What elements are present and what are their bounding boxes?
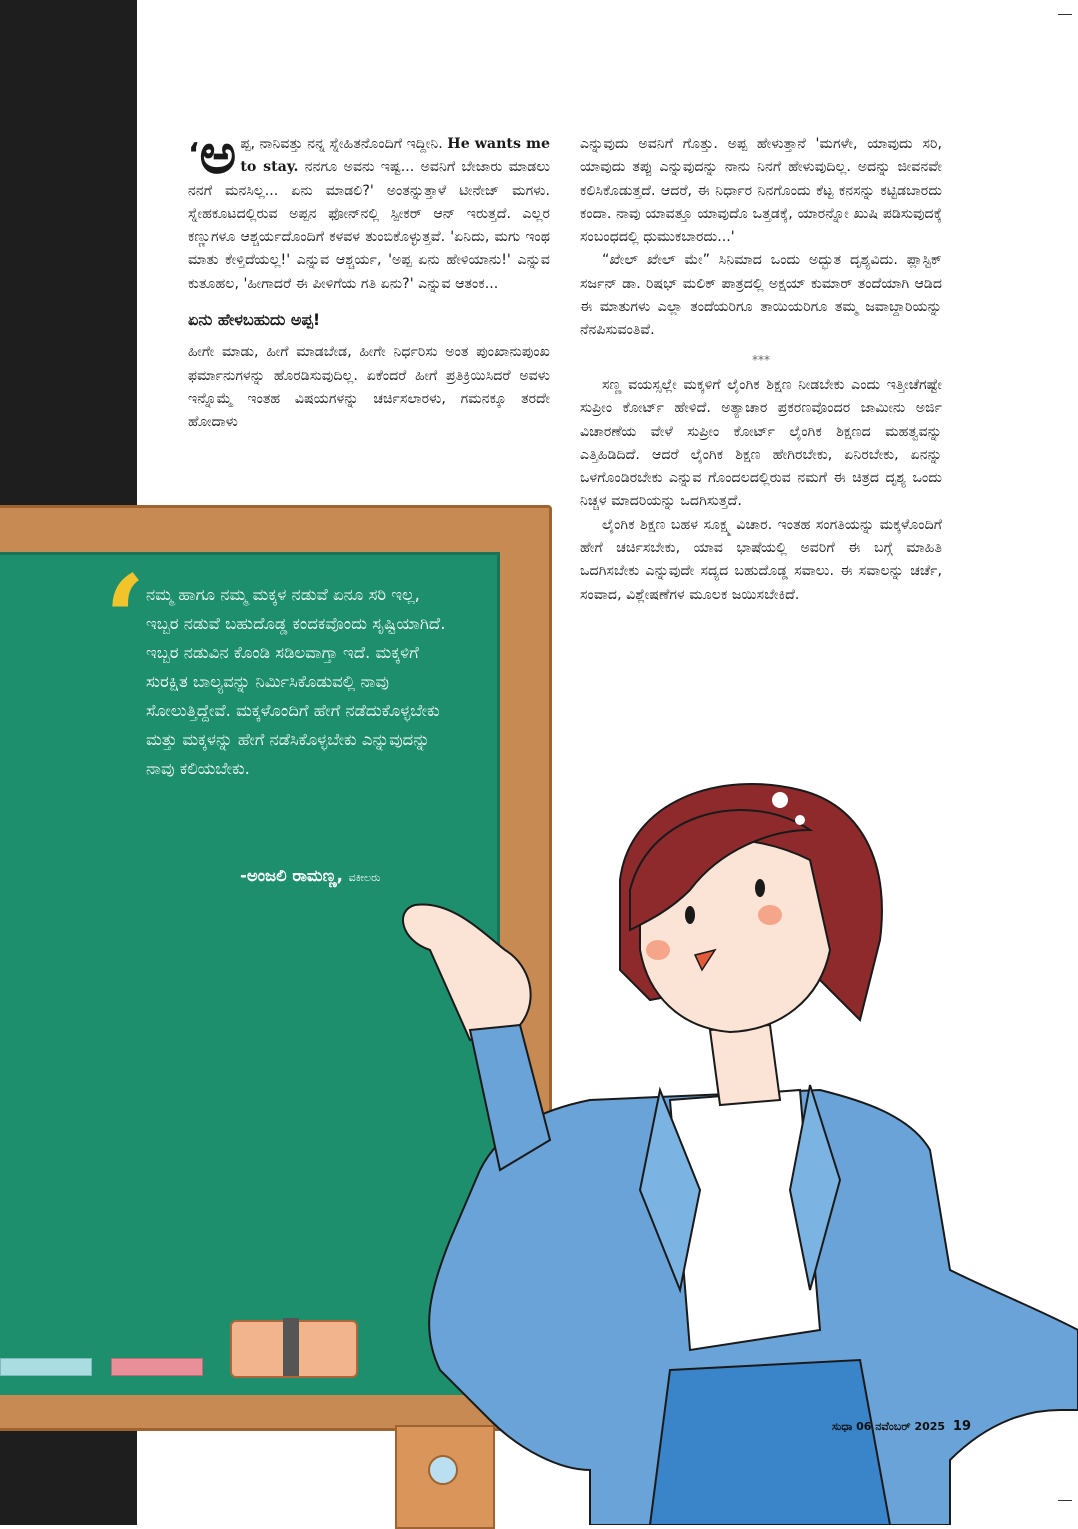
pull-quote-text: ನಮ್ಮ ಹಾಗೂ ನಮ್ಮ ಮಕ್ಕಳ ನಡುವೆ ಏನೂ ಸರಿ ಇಲ್ಲ, ಇಬ್ಬರ ನಡುವೆ ಬಹುದೊಡ್ಡ ಕಂದಕವೊಂದು ಸೃಷ್ಟಿಯಾಗಿದೆ. ಇಬ್ಬರ ನಡುವಿನ ಕೊಂಡಿ ಸಡಿಲವಾಗ್ತಾ ಇದೆ. ಮಕ್ಕಳಿಗೆ ಸುರಕ್ಷಿತ ಬಾಲ್ಯವನ್ನು ನಿರ್ಮಿಸಿಕೊಡುವಲ್ಲಿ ನಾವು ಸೋಲುತ್ತಿದ್ದೇವೆ. ಮಕ್ಕಳೊಂದಿಗೆ ಹೇಗೆ ನಡೆದುಕೊಳ್ಳಬೇಕು ಮತ್ತು ಮಕ್ಕಳನ್ನು ಹೇಗೆ ನಡೆಸಿಕೊಳ್ಳಬೇಕು ಎನ್ನುವುದನ್ನು ನಾವು ಕಲಿಯಬೇಕು. [146,585,446,778]
article-paragraph-1: ‘ಅ ಪ್ಪ, ನಾನಿವತ್ತು ನನ್ನ ಸ್ನೇಹಿತನೊಂದಿಗೆ ಇದ್ದೀನಿ. He wants me to stay. ನನಗೂ ಅವನು ಇಷ್ಟ... ಅವನಿಗೆ ಬೇಜಾರು ಮಾಡಲು ನನಗೆ ಮನಸಿಲ್ಲ... ಏನು ಮಾಡಲಿ?' ಅಂತನ್ನುತ್ತಾಳೆ ಟೀನೇಜ್ ಮಗಳು. ಸ್ನೇಹಕೂಟದಲ್ಲಿರುವ ಅಪ್ಪನ ಫೋನ್‌ನಲ್ಲಿ ಸ್ಪೀಕರ್ ಆನ್ ಇರುತ್ತದೆ. ಎಲ್ಲರ ಕಣ್ಣುಗಳೂ ಆಶ್ಚರ್ಯದೊಂದಿಗೆ ಕಳವಳ ತುಂಬಿಕೊಳ್ಳುತ್ತವೆ. 'ಏನಿದು, ಮಗು ಇಂಥ ಮಾತು ಕೇಳ್ತಿದೆಯಲ್ಲ!' ಎನ್ನುವ ಆಶ್ಚರ್ಯ, 'ಅಪ್ಪ ಏನು ಹೇಳಿಯಾನು!' ಎನ್ನುವ ಕುತೂಹಲ, 'ಹೀಗಾದರೆ ಈ ಪೀಳಿಗೆಯ ಗತಿ ಏನು?' ಎನ್ನುವ ಆತಂಕ... [188,122,550,292]
crop-mark [1058,14,1072,15]
crop-mark [1058,1500,1072,1501]
article-paragraph-6: ಲೈಂಗಿಕ ಶಿಕ್ಷಣ ಬಹಳ ಸೂಕ್ಷ್ಮ ವಿಚಾರ. ಇಂತಹ ಸಂಗತಿಯನ್ನು ಮಕ್ಕಳೊಂದಿಗೆ ಹೇಗೆ ಚರ್ಚಿಸಬೇಕು, ಯಾವ ಭಾಷೆಯಲ್ಲಿ ಅವರಿಗೆ ಈ ಬಗ್ಗೆ ಮಾಹಿತಿ ಒದಗಿಸಬೇಕು ಎನ್ನುವುದೇ ಸದ್ಯದ ಬಹುದೊಡ್ಡ ಸವಾಲು. ಈ ಸವಾಲನ್ನು ಚರ್ಚೆ, ಸಂವಾದ, ವಿಶ್ಲೇಷಣೆಗಳ ಮೂಲಕ ಜಯಿಸಬೇಕಿದೆ. [580,516,942,603]
page-footer [832,1419,971,1434]
teacher-illustration-icon [390,770,1078,1525]
quote-mark-icon: ‘ [104,549,146,690]
chalk-pink-icon [111,1358,203,1376]
article-column-1 [188,122,550,435]
article-column-2 [580,133,942,607]
section-separator: *** [752,352,770,367]
issue-label: ಸುಧಾ 06 ನವೆಂಬರ್ 2025 [832,1420,946,1433]
article-paragraph-3: ಎನ್ನುವುದು ಅವನಿಗೆ ಗೊತ್ತು. ಅಪ್ಪ ಹೇಳುತ್ತಾನೆ 'ಮಗಳೇ, ಯಾವುದು ಸರಿ, ಯಾವುದು ತಪ್ಪು ಎನ್ನುವುದನ್ನು ನಾನು ನಿನಗೆ ಹೇಳುವುದಿಲ್ಲ. ಅದನ್ನು ಜೀವನವೇ ಕಲಿಸಿಕೊಡುತ್ತದೆ. ಆದರೆ, ಈ ನಿರ್ಧಾರ ನಿನಗೊಂದು ಕೆಟ್ಟ ಕನಸನ್ನು ಕಟ್ಟಿಡಬಾರದು ಕಂದಾ. ನಾವು ಯಾವತ್ತೂ ಯಾವುದೊ ಒತ್ತಡಕ್ಕೆ, ಯಾರನ್ನೋ ಖುಷಿ ಪಡಿಸುವುದಕ್ಕೆ ಸಂಬಂಧದಲ್ಲಿ ಧುಮುಕಬಾರದು...' [580,136,942,246]
article-paragraph-2: ಹೀಗೇ ಮಾಡು, ಹೀಗೆ ಮಾಡಬೇಡ, ಹೀಗೇ ನಿರ್ಧರಿಸು ಅಂತ ಪುಂಖಾನುಪುಂಖ ಫರ್ಮಾನುಗಳನ್ನು ಹೊರಡಿಸುವುದಿಲ್ಲ. ಏಕೆಂದರೆ ಹೀಗೆ ಪ್ರತಿಕ್ರಿಯಿಸಿದರೆ ಅವಳು ಇನ್ನೊಮ್ಮೆ ಇಂತಹ ವಿಷಯಗಳನ್ನು ಚರ್ಚಿಸಲಾರಳು, ಗಮನಕ್ಕೂ ತರದೇ ಹೋದಾಳು [188,344,550,431]
chalk-blue-icon [0,1358,92,1376]
eraser-band [283,1318,299,1376]
page-number: 19 [952,1419,971,1434]
pull-quote-author: -ಅಂಜಲಿ ರಾಮಣ್ಣ, ವಕೀಲರು [240,866,381,885]
section-subheading: ಏನು ಹೇಳಬಹುದು ಅಪ್ಪ! [188,310,321,330]
drop-cap: ‘ಅ [188,122,237,187]
article-paragraph-4: “ಖೇಲ್ ಖೇಲ್ ಮೇ” ಸಿನಿಮಾದ ಒಂದು ಅದ್ಭುತ ದೃಶ್ಯವಿದು. ಪ್ಲಾಸ್ಟಿಕ್ ಸರ್ಜನ್ ಡಾ. ರಿಷಭ್ ಮಲಿಕ್ ಪಾತ್ರದಲ್ಲಿ ಅಕ್ಷಯ್ ಕುಮಾರ್ ತಂದೆಯಾಗಿ ಆಡಿದ ಈ ಮಾತುಗಳು ಎಲ್ಲಾ ತಂದೆಯರಿಗೂ ತಾಯಿಯರಿಗೂ ತಮ್ಮ ಜವಾಬ್ದಾರಿಯನ್ನು ನೆನಪಿಸುವಂತಿವೆ. [580,252,942,339]
article-paragraph-5: ಸಣ್ಣ ವಯಸ್ಸಲ್ಲೇ ಮಕ್ಕಳಿಗೆ ಲೈಂಗಿಕ ಶಿಕ್ಷಣ ನೀಡಬೇಕು ಎಂದು ಇತ್ತೀಚೆಗಷ್ಟೇ ಸುಪ್ರೀಂ ಕೋರ್ಟ್ ಹೇಳಿದೆ. ಅತ್ಯಾಚಾರ ಪ್ರಕರಣವೊಂದರ ಜಾಮೀನು ಅರ್ಜಿ ವಿಚಾರಣೆಯ ವೇಳೆ ಸುಪ್ರೀಂ ಕೋರ್ಟ್ ಲೈಂಗಿಕ ಶಿಕ್ಷಣದ ಮಹತ್ವವನ್ನು ಎತ್ತಿಹಿಡಿದಿದೆ. ಆದರೆ ಲೈಂಗಿಕ ಶಿಕ್ಷಣ ಹೇಗಿರಬೇಕು, ಏನಿರಬೇಕು, ಏನನ್ನು ಒಳಗೊಂಡಿರಬೇಕು ಎನ್ನುವ ಗೊಂದಲದಲ್ಲಿರುವ ನಮಗೆ ಈ ಚಿತ್ರದ ದೃಶ್ಯ ಒಂದು ನಿಚ್ಚಳ ಮಾದರಿಯನ್ನು ಒದಗಿಸುತ್ತದೆ. [580,376,942,510]
english-quote: He wants me to stay. [240,136,550,176]
author-role: ವಕೀಲರು [348,871,381,884]
